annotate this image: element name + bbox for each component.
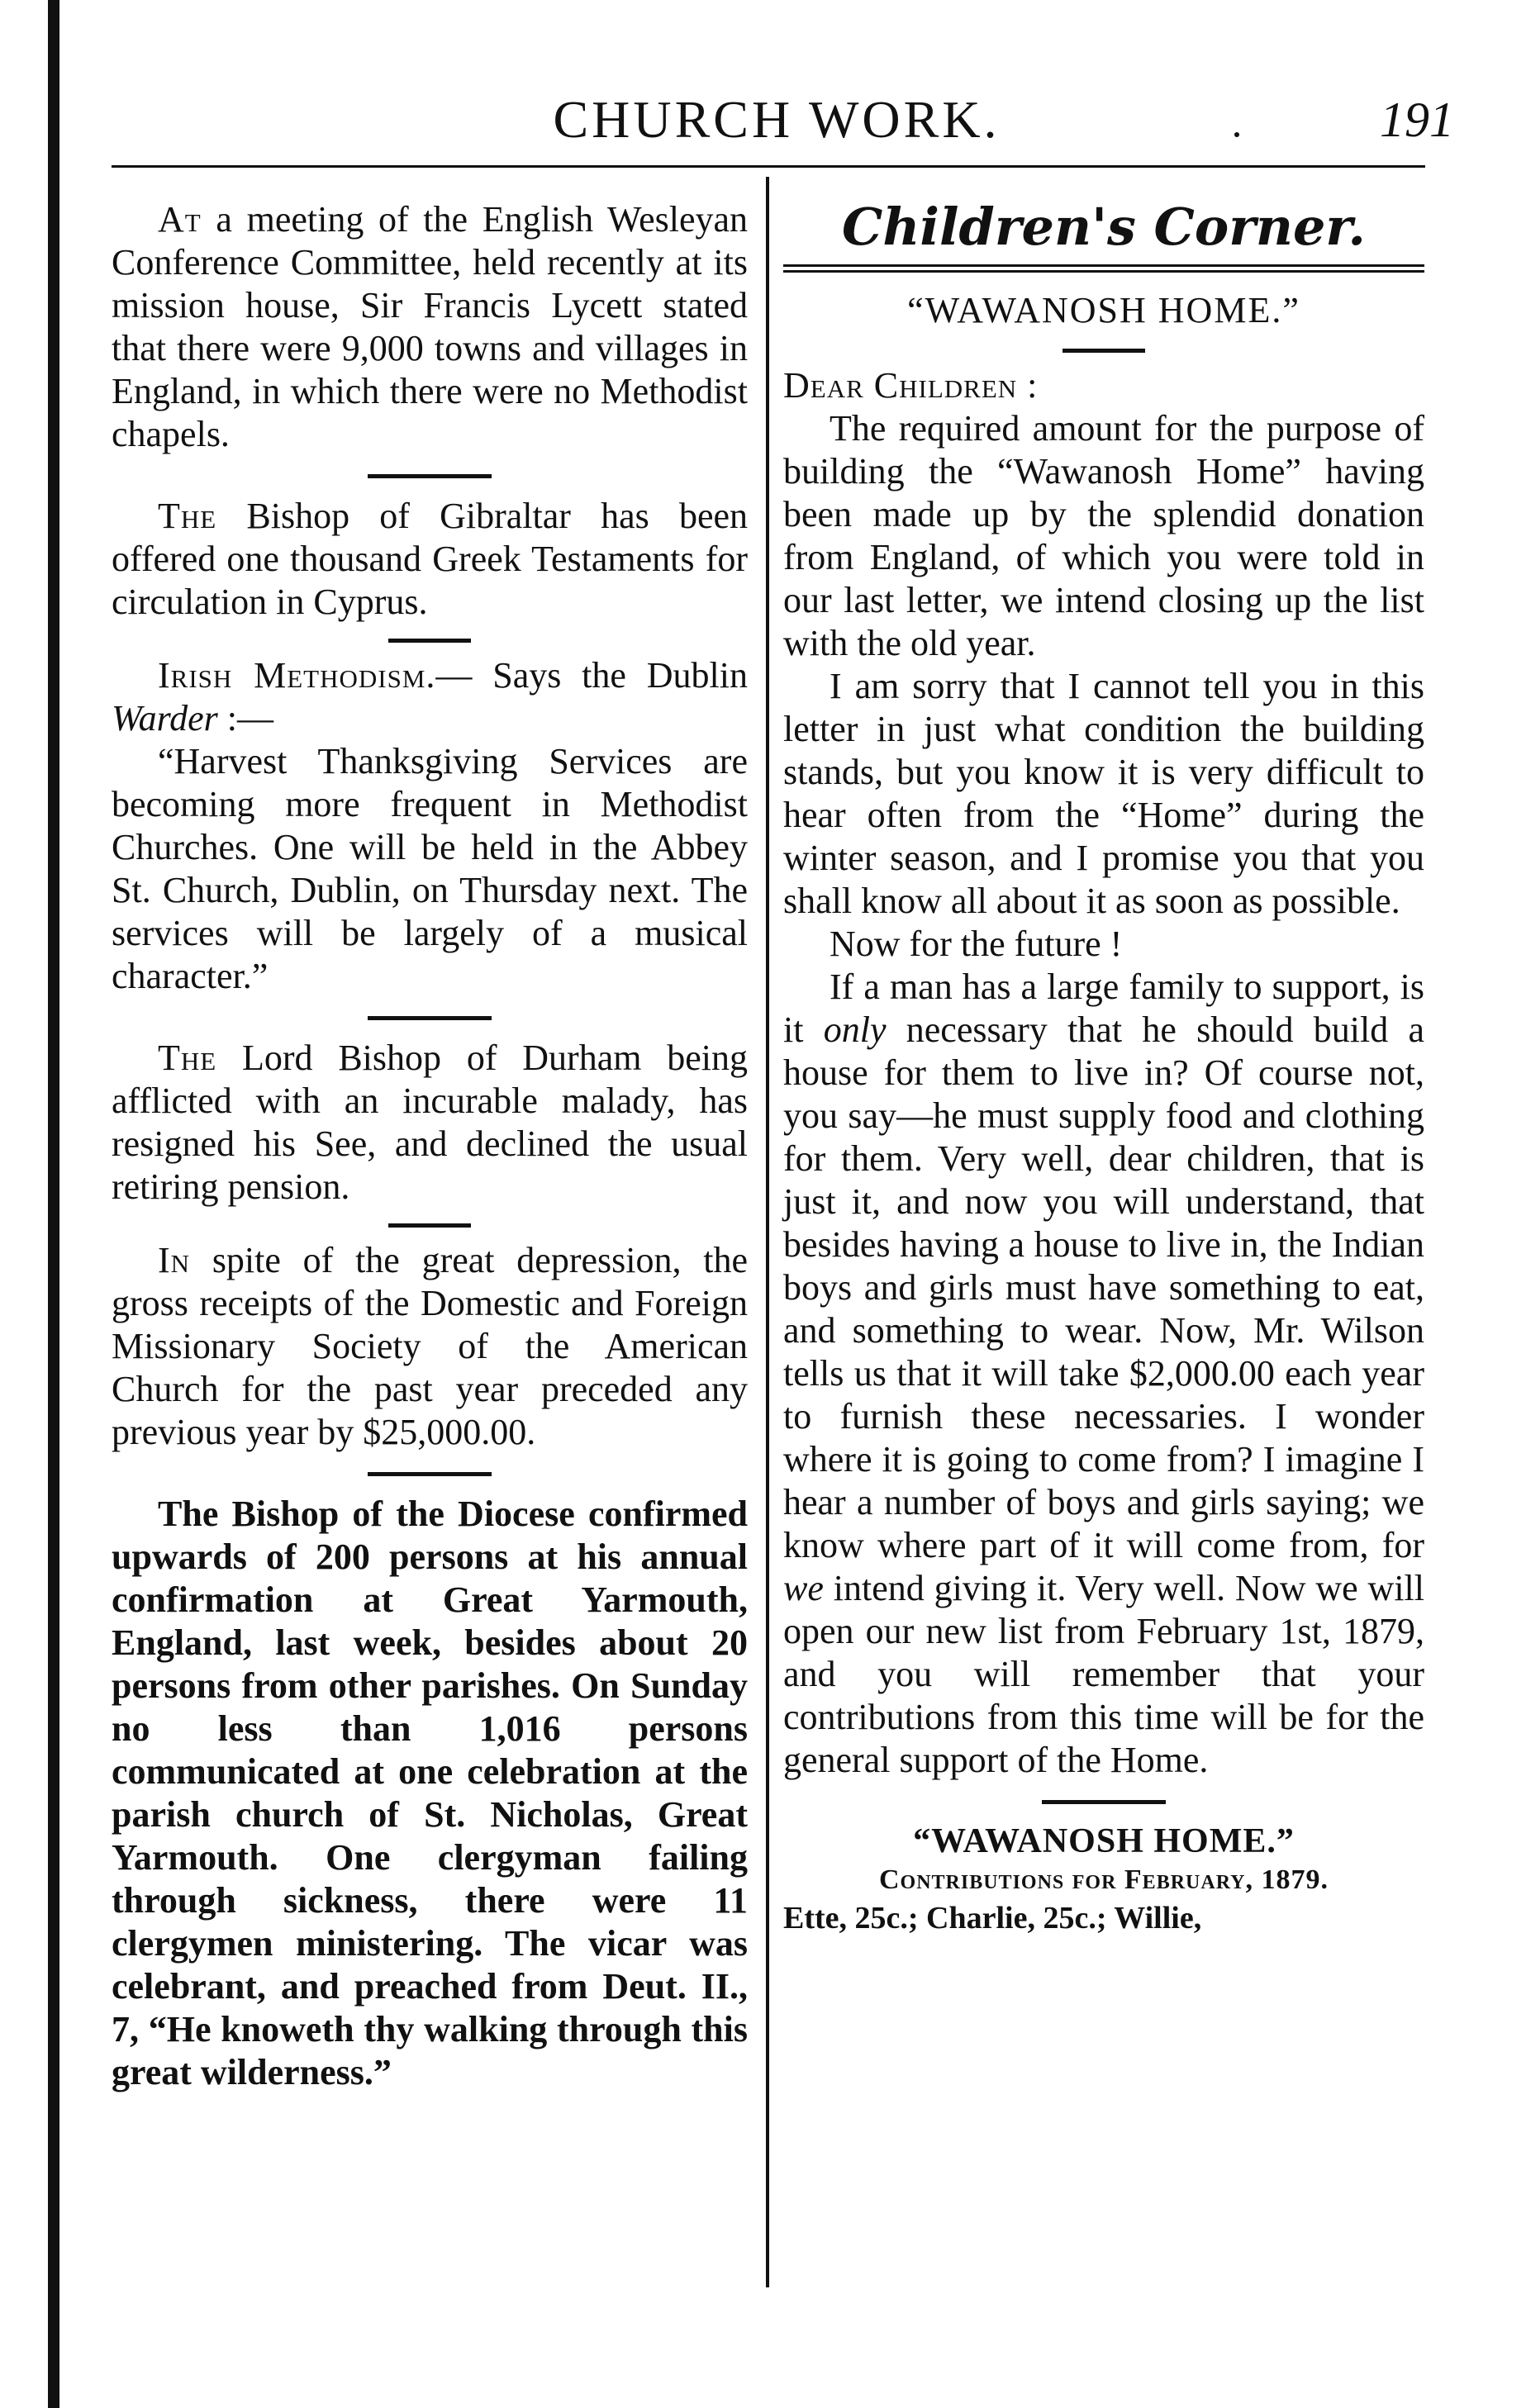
item-lead: In <box>158 1240 191 1280</box>
section-title: “WAWANOSH HOME.” <box>907 290 1300 330</box>
p4-after: necessary that he should build a house for them to live in? Of course not, you say—he must supply food and clothing for them. Very well, dear children, that is just it, and now you will understand, that besides having a house to live in, the Indian boys and girls must have something to eat, and something to wear. Now, Mr. Wilson tells us that it will take $2,000.00 each year to furnish these necessaries. I wonder where it is going to come from? I imagine I hear a number of boys and girls saying; we know where part of it will come from, for <box>783 1009 1424 1565</box>
item-lead: Irish Methodism. <box>158 655 436 696</box>
p4-italic: only <box>823 1009 887 1050</box>
contrib-divider <box>1042 1800 1166 1804</box>
header-rule <box>112 165 1425 168</box>
contributions-title: “WAWANOSH HOME.” <box>913 1822 1295 1860</box>
left-column <box>112 198 748 2094</box>
item-italic: Warder <box>112 698 218 739</box>
news-item <box>112 1037 748 1209</box>
p4-before: If a man has a large family to support, is it <box>783 967 1424 1050</box>
item-text: Lord Bishop of Durham being afflicted with an incurable malady, has resigned his See, and declined the usual retiring pension. <box>112 1038 748 1207</box>
item-divider <box>368 1016 492 1020</box>
title-rule-1 <box>783 264 1424 267</box>
item-divider <box>388 1223 471 1228</box>
right-column <box>783 198 1424 1938</box>
item-text: — Says the Dublin <box>435 655 748 696</box>
contributions-list: Ette, 25c.; Charlie, 25c.; Willie, <box>783 1901 1202 1935</box>
salutation: Dear Children : <box>783 365 1039 406</box>
news-item <box>112 1239 748 1454</box>
news-item <box>112 198 748 456</box>
item-divider <box>388 639 471 643</box>
page-number: 191 <box>1380 93 1454 147</box>
letter-paragraph: Now for the future ! <box>830 924 1123 964</box>
item-text: Bishop of Gibraltar has been offered one thousand Greek Testaments for circulation in Cyprus. <box>112 496 748 622</box>
letter-paragraph <box>783 966 1424 1782</box>
column-rule <box>766 177 769 2287</box>
item-text: spite of the great depression, the gross receipts of the Domestic and Foreign Missionary Society of the American Church for the past year preceded any previous year by $25,000.00. <box>112 1240 748 1452</box>
p4-italic-2: we <box>783 1568 824 1608</box>
item-lead: At <box>158 199 202 240</box>
header-dot <box>1234 132 1239 137</box>
news-item <box>112 1493 748 2094</box>
page-header <box>99 83 1454 157</box>
news-item <box>112 495 748 624</box>
contributions-subtitle: Contributions for February, 1879. <box>878 1864 1329 1895</box>
title-rule-2 <box>783 270 1424 273</box>
letter-paragraph: The required amount for the purpose of building the “Wawanosh Home” having been made up by the splendid donation from England, of which you were told in our last letter, we intend closing up the list with the old year. <box>783 408 1424 663</box>
binding-edge <box>48 0 59 2408</box>
p4-end: intend giving it. Very well. Now we will open our new list from February 1st, 1879, and you will remember that your contributions from this time will be for the general support of the Home. <box>783 1568 1424 1780</box>
running-title: CHURCH WORK. <box>553 90 1001 149</box>
section-divider <box>1062 349 1145 353</box>
item-divider <box>368 1472 492 1476</box>
item-after: :— <box>217 698 273 739</box>
childrens-corner-title: Children's Corner. <box>842 197 1366 257</box>
item-text: a meeting of the English Wesleyan Conference Committee, held recently at its mission house, Sir Francis Lycett stated that there were 9,000 towns and villages in England, in which there were no Methodist chapels. <box>112 199 749 454</box>
letter-paragraph: I am sorry that I cannot tell you in this letter in just what condition the building stands, but you know it is very difficult to hear often from the “Home” during the winter season, and I promise you that you shall know all about it as soon as possible. <box>783 666 1424 921</box>
item-lead: The <box>158 496 217 536</box>
news-item <box>112 654 748 740</box>
item-divider <box>368 474 492 478</box>
item-lead: The <box>158 1038 217 1078</box>
item-text: The Bishop of the Diocese confirmed upwards of 200 persons at his annual confirmation at Great Yarmouth, England, last week, besides about 20 persons from other parishes. On Sunday no less than 1,016 persons communicated at one celebration at the parish church of St. Nicholas, Great Yarmouth. One clergyman failing through sickness, there were 11 clergymen ministering. The vicar was celebrant, and preached from Deut. II., 7, “He knoweth thy walking through this great wilderness.” <box>112 1494 748 2092</box>
news-quote: “Harvest Thanksgiving Services are becoming more frequent in Methodist Churches. One will be held in the Abbey St. Church, Dublin, on Thursday next. The services will be largely of a musical character.” <box>112 741 748 996</box>
